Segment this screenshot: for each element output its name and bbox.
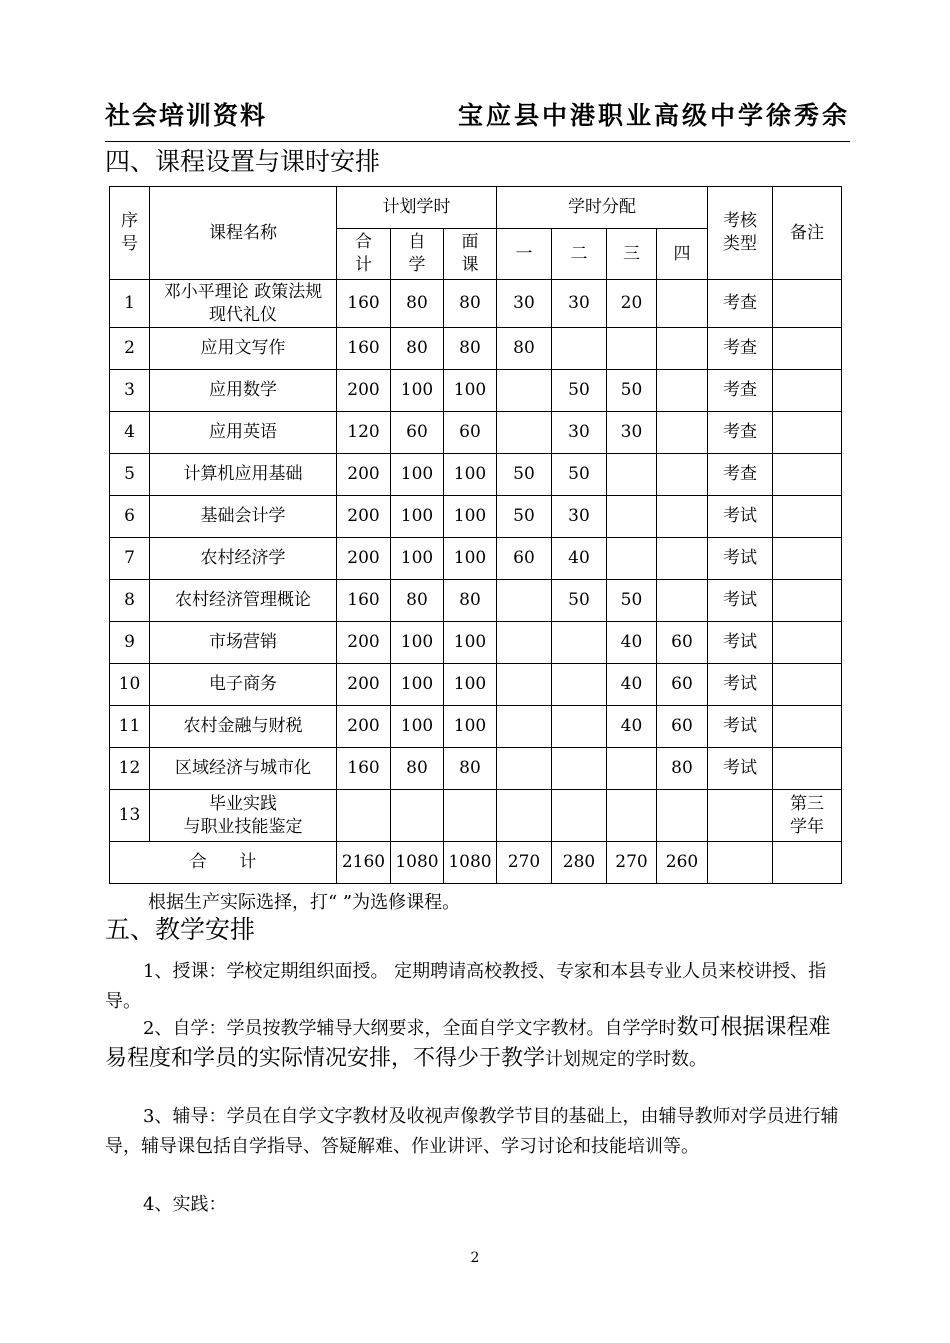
header-remarks: 备注 bbox=[773, 187, 842, 280]
table-cell bbox=[552, 790, 607, 842]
sum-cell: 2160 bbox=[337, 842, 391, 884]
table-cell: 100 bbox=[444, 454, 497, 496]
table-cell bbox=[607, 328, 657, 370]
table-cell bbox=[657, 328, 708, 370]
sum-cell bbox=[708, 842, 773, 884]
table-cell: 200 bbox=[337, 622, 391, 664]
table-cell bbox=[657, 538, 708, 580]
table-cell: 11 bbox=[110, 706, 150, 748]
section-4-title: 四、课程设置与课时安排 bbox=[105, 147, 381, 176]
table-cell bbox=[552, 748, 607, 790]
table-cell: 200 bbox=[337, 538, 391, 580]
self-study-text-c: 计划规定的学时数。 bbox=[545, 1049, 708, 1070]
table-cell: 60 bbox=[657, 664, 708, 706]
table-cell: 考查 bbox=[708, 328, 773, 370]
course-name-cell: 应用数学 bbox=[150, 370, 337, 412]
course-name-cell: 毕业实践 与职业技能鉴定 bbox=[150, 790, 337, 842]
table-cell: 60 bbox=[391, 412, 444, 454]
section-5-title: 五、教学安排 bbox=[105, 915, 256, 944]
table-cell: 200 bbox=[337, 496, 391, 538]
table-cell: 10 bbox=[110, 664, 150, 706]
table-cell: 考试 bbox=[708, 664, 773, 706]
table-cell: 30 bbox=[497, 280, 552, 328]
table-sum-row bbox=[110, 842, 842, 884]
table-cell bbox=[497, 790, 552, 842]
table-cell bbox=[444, 790, 497, 842]
table-cell: 80 bbox=[444, 280, 497, 328]
course-name-cell: 农村经济管理概论 bbox=[150, 580, 337, 622]
table-cell: 200 bbox=[337, 664, 391, 706]
course-name-cell: 农村经济学 bbox=[150, 538, 337, 580]
table-row bbox=[110, 412, 842, 454]
table-cell: 60 bbox=[657, 622, 708, 664]
table-cell: 160 bbox=[337, 328, 391, 370]
table-cell: 考试 bbox=[708, 580, 773, 622]
table-cell bbox=[552, 328, 607, 370]
table-cell bbox=[391, 790, 444, 842]
table-row bbox=[110, 706, 842, 748]
table-cell: 3 bbox=[110, 370, 150, 412]
table-cell: 9 bbox=[110, 622, 150, 664]
header-course-name: 课程名称 bbox=[150, 187, 337, 280]
header-total: 合 计 bbox=[337, 229, 391, 280]
table-cell: 100 bbox=[444, 622, 497, 664]
table-cell bbox=[773, 706, 842, 748]
sum-cell: 1080 bbox=[391, 842, 444, 884]
table-cell bbox=[773, 664, 842, 706]
table-cell bbox=[497, 580, 552, 622]
self-study-text-a: 2、自学：学员按教学辅导大纲要求，全面自学文字教材。自学学时 bbox=[143, 1018, 677, 1039]
header-term-2: 二 bbox=[552, 229, 607, 280]
sum-label: 合 计 bbox=[110, 842, 337, 884]
table-cell: 100 bbox=[444, 370, 497, 412]
table-row bbox=[110, 328, 842, 370]
table-cell: 考试 bbox=[708, 706, 773, 748]
table-row bbox=[110, 280, 842, 328]
header-term-4: 四 bbox=[657, 229, 708, 280]
table-cell: 50 bbox=[607, 580, 657, 622]
table-row bbox=[110, 370, 842, 412]
table-cell: 4 bbox=[110, 412, 150, 454]
table-cell bbox=[773, 622, 842, 664]
table-cell: 80 bbox=[444, 748, 497, 790]
table-cell: 80 bbox=[497, 328, 552, 370]
page-header bbox=[105, 96, 850, 132]
table-cell: 100 bbox=[391, 454, 444, 496]
table-cell: 160 bbox=[337, 748, 391, 790]
table-cell bbox=[497, 370, 552, 412]
course-name-cell: 邓小平理论 政策法规 现代礼仪 bbox=[150, 280, 337, 328]
table-cell bbox=[773, 328, 842, 370]
table-row bbox=[110, 538, 842, 580]
page-number: 2 bbox=[470, 1250, 480, 1266]
table-cell bbox=[497, 706, 552, 748]
table-cell: 考试 bbox=[708, 496, 773, 538]
table-cell: 50 bbox=[552, 580, 607, 622]
table-cell: 100 bbox=[444, 706, 497, 748]
table-cell bbox=[607, 454, 657, 496]
header-planned-hours: 计划学时 bbox=[337, 187, 497, 229]
table-cell: 50 bbox=[607, 370, 657, 412]
course-name-cell: 应用文写作 bbox=[150, 328, 337, 370]
table-cell bbox=[657, 580, 708, 622]
table-header-row-1 bbox=[110, 187, 842, 229]
course-name-cell: 电子商务 bbox=[150, 664, 337, 706]
header-term-3: 三 bbox=[607, 229, 657, 280]
table-row bbox=[110, 580, 842, 622]
paragraph-self-study bbox=[105, 1013, 850, 1075]
table-cell: 160 bbox=[337, 280, 391, 328]
table-cell: 100 bbox=[444, 538, 497, 580]
table-cell bbox=[657, 454, 708, 496]
table-cell bbox=[607, 790, 657, 842]
course-name-cell: 农村金融与财税 bbox=[150, 706, 337, 748]
table-cell: 13 bbox=[110, 790, 150, 842]
table-cell: 100 bbox=[444, 664, 497, 706]
header-face-class: 面 课 bbox=[444, 229, 497, 280]
header-right-title: 宝应县中港职业高级中学徐秀余 bbox=[457, 101, 850, 130]
table-cell: 第三 学年 bbox=[773, 790, 842, 842]
table-cell bbox=[657, 496, 708, 538]
table-cell: 100 bbox=[391, 706, 444, 748]
course-table bbox=[109, 186, 842, 884]
table-row bbox=[110, 622, 842, 664]
sum-cell: 270 bbox=[607, 842, 657, 884]
table-cell bbox=[497, 748, 552, 790]
table-cell: 80 bbox=[444, 328, 497, 370]
table-row bbox=[110, 748, 842, 790]
self-study-text-b: 数可根据课程难易程度和学员的实际情况安排，不得少于教学 bbox=[105, 1015, 831, 1071]
table-cell: 50 bbox=[552, 454, 607, 496]
table-cell: 5 bbox=[110, 454, 150, 496]
table-cell: 40 bbox=[552, 538, 607, 580]
table-cell bbox=[552, 622, 607, 664]
table-cell: 7 bbox=[110, 538, 150, 580]
table-cell: 1 bbox=[110, 280, 150, 328]
course-name-cell: 区域经济与城市化 bbox=[150, 748, 337, 790]
table-cell: 考试 bbox=[708, 622, 773, 664]
table-cell bbox=[497, 412, 552, 454]
table-cell: 8 bbox=[110, 580, 150, 622]
table-cell: 200 bbox=[337, 706, 391, 748]
table-cell: 200 bbox=[337, 454, 391, 496]
table-cell: 100 bbox=[391, 664, 444, 706]
header-seq: 序 号 bbox=[110, 187, 150, 280]
paragraph-tutoring: 3、辅导：学员在自学文字教材及收视声像教学节目的基础上，由辅导教师对学员进行辅导，辅导课包括自学指导、答疑解难、作业讲评、学习讨论和技能培训等。 bbox=[105, 1106, 839, 1157]
header-term-1: 一 bbox=[497, 229, 552, 280]
table-cell: 30 bbox=[552, 496, 607, 538]
table-cell bbox=[607, 748, 657, 790]
table-cell: 100 bbox=[391, 370, 444, 412]
table-cell: 100 bbox=[391, 496, 444, 538]
course-name-cell: 应用英语 bbox=[150, 412, 337, 454]
sum-cell: 270 bbox=[497, 842, 552, 884]
table-cell: 2 bbox=[110, 328, 150, 370]
table-cell bbox=[773, 748, 842, 790]
table-cell: 20 bbox=[607, 280, 657, 328]
table-cell: 80 bbox=[391, 580, 444, 622]
table-cell: 80 bbox=[444, 580, 497, 622]
table-cell bbox=[773, 496, 842, 538]
table-row bbox=[110, 664, 842, 706]
table-cell: 100 bbox=[391, 622, 444, 664]
table-cell bbox=[708, 790, 773, 842]
table-cell bbox=[552, 706, 607, 748]
sum-cell: 260 bbox=[657, 842, 708, 884]
table-cell bbox=[657, 280, 708, 328]
paragraph-practice: 4、实践： bbox=[143, 1194, 227, 1215]
table-cell: 考试 bbox=[708, 538, 773, 580]
table-cell bbox=[607, 496, 657, 538]
table-cell bbox=[552, 664, 607, 706]
table-cell: 考查 bbox=[708, 280, 773, 328]
table-cell: 6 bbox=[110, 496, 150, 538]
table-row bbox=[110, 496, 842, 538]
table-cell bbox=[773, 454, 842, 496]
table-cell bbox=[337, 790, 391, 842]
table-cell: 120 bbox=[337, 412, 391, 454]
table-row bbox=[110, 454, 842, 496]
table-cell: 40 bbox=[607, 622, 657, 664]
table-cell bbox=[773, 580, 842, 622]
table-cell bbox=[497, 664, 552, 706]
table-cell: 30 bbox=[552, 412, 607, 454]
paragraph-teaching: 1、授课：学校定期组织面授。 定期聘请高校教授、专家和本县专业人员来校讲授、指导。 bbox=[105, 961, 827, 1012]
course-name-cell: 市场营销 bbox=[150, 622, 337, 664]
course-table-body bbox=[110, 280, 842, 842]
table-cell: 100 bbox=[391, 538, 444, 580]
table-cell: 考查 bbox=[708, 370, 773, 412]
header-left-title: 社会培训资料 bbox=[105, 101, 268, 130]
table-cell: 80 bbox=[391, 748, 444, 790]
sum-cell bbox=[773, 842, 842, 884]
table-cell: 80 bbox=[391, 280, 444, 328]
table-row bbox=[110, 790, 842, 842]
table-cell: 60 bbox=[497, 538, 552, 580]
table-cell: 12 bbox=[110, 748, 150, 790]
table-cell: 考查 bbox=[708, 412, 773, 454]
table-cell: 50 bbox=[497, 496, 552, 538]
table-cell: 30 bbox=[552, 280, 607, 328]
table-cell: 160 bbox=[337, 580, 391, 622]
table-cell bbox=[773, 538, 842, 580]
table-cell bbox=[657, 412, 708, 454]
table-cell: 考查 bbox=[708, 454, 773, 496]
table-cell: 50 bbox=[552, 370, 607, 412]
table-cell: 100 bbox=[444, 496, 497, 538]
table-cell bbox=[657, 370, 708, 412]
table-cell: 60 bbox=[657, 706, 708, 748]
table-cell: 80 bbox=[657, 748, 708, 790]
table-cell: 50 bbox=[497, 454, 552, 496]
table-cell: 80 bbox=[391, 328, 444, 370]
table-cell bbox=[607, 538, 657, 580]
sum-cell: 1080 bbox=[444, 842, 497, 884]
header-self-study: 自 学 bbox=[391, 229, 444, 280]
sum-cell: 280 bbox=[552, 842, 607, 884]
table-cell: 考试 bbox=[708, 748, 773, 790]
table-cell bbox=[657, 790, 708, 842]
table-cell: 40 bbox=[607, 706, 657, 748]
header-assessment-type: 考核 类型 bbox=[708, 187, 773, 280]
table-cell: 40 bbox=[607, 664, 657, 706]
table-cell bbox=[773, 370, 842, 412]
table-cell bbox=[497, 622, 552, 664]
table-cell bbox=[773, 280, 842, 328]
elective-note: 根据生产实际选择，打“ ”为选修课程。 bbox=[148, 892, 461, 913]
course-name-cell: 基础会计学 bbox=[150, 496, 337, 538]
header-hour-distribution: 学时分配 bbox=[497, 187, 708, 229]
table-cell: 200 bbox=[337, 370, 391, 412]
course-name-cell: 计算机应用基础 bbox=[150, 454, 337, 496]
table-cell: 60 bbox=[444, 412, 497, 454]
table-cell bbox=[773, 412, 842, 454]
table-cell: 30 bbox=[607, 412, 657, 454]
